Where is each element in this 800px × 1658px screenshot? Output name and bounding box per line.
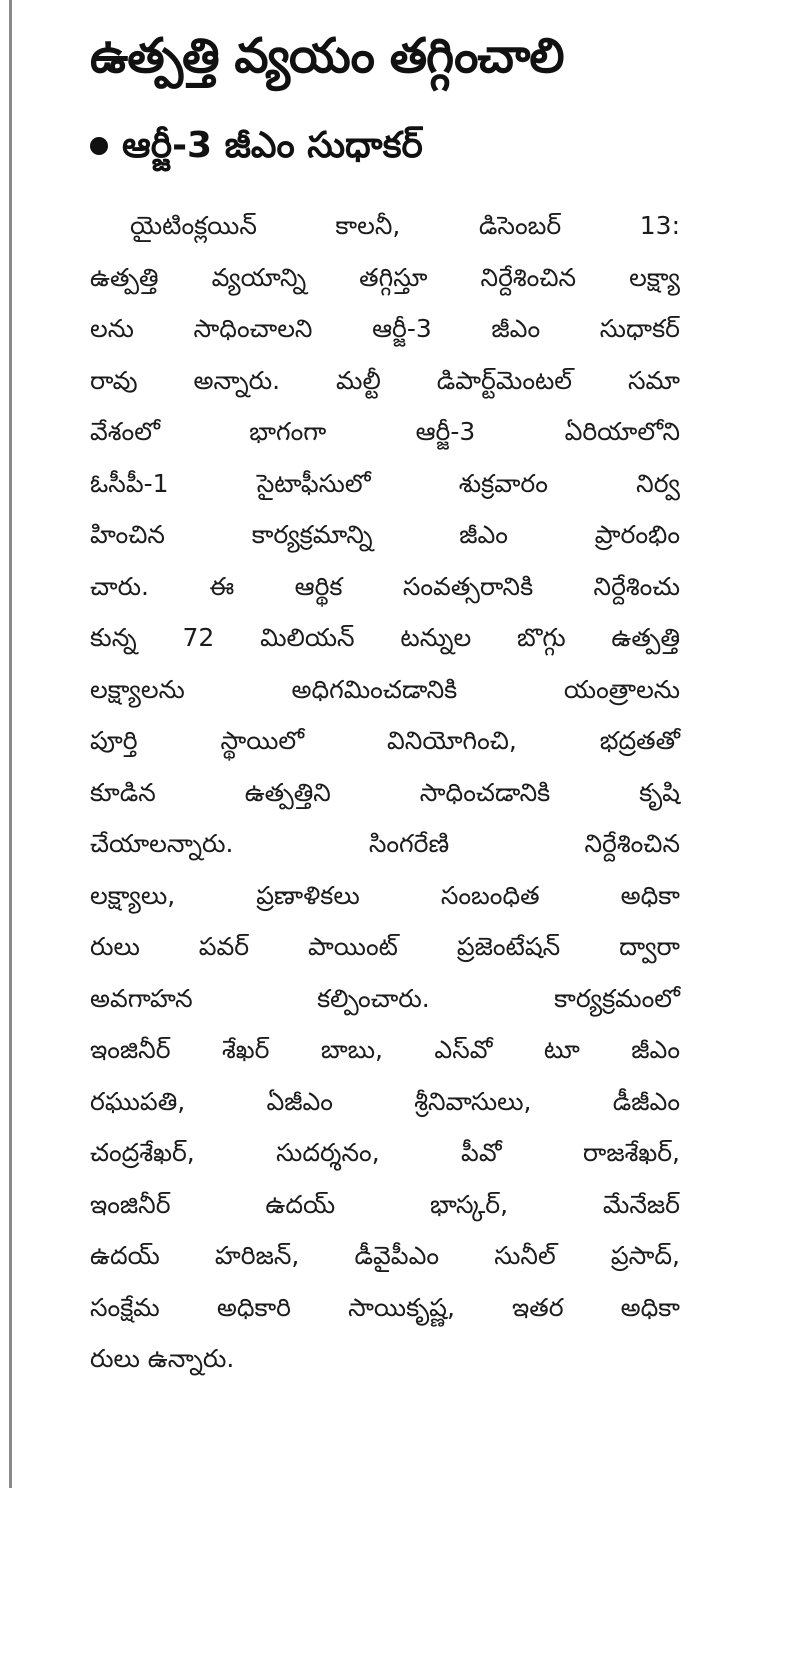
article-line: చారు. ఈ ఆర్థిక సంవత్సరానికి నిర్దేశించు	[90, 571, 680, 601]
article-subheading	[90, 120, 680, 172]
article-line: లక్ష్యాలు, ప్రణాళికలు సంబంధిత అధికా	[90, 880, 680, 910]
article-line: పూర్తి స్థాయిలో వినియోగించి, భద్రతతో	[90, 726, 680, 755]
article-line: సంక్షేమ అధికారి సాయికృష్ణ, ఇతర అధికా	[90, 1292, 680, 1322]
news-article	[90, 20, 680, 1385]
article-line: కున్న 72 మిలియన్ టన్నుల బొగ్గు ఉత్పత్తి	[90, 623, 680, 652]
article-line: చేయాలన్నారు. సింగరేణి నిర్దేశించిన	[90, 829, 680, 858]
article-line: రావు అన్నారు. మల్టీ డిపార్ట్‌మెంటల్ సమా	[90, 365, 680, 395]
article-line: కూడిన ఉత్పత్తిని సాధించడానికి కృషి	[90, 777, 680, 807]
article-line: చంద్రశేఖర్, సుదర్శనం, పీవో రాజశేఖర్,	[90, 1138, 680, 1167]
article-line: రఘుపతి, ఏజీఎం శ్రీనివాసులు, డీజీఎం	[90, 1086, 680, 1116]
article-body	[90, 200, 680, 1385]
article-line: హించిన కార్యక్రమాన్ని జీఎం ప్రారంభిం	[90, 520, 680, 549]
article-line: ఇంజినీర్ ఉదయ్ భాస్కర్, మేనేజర్	[90, 1189, 680, 1219]
article-headline: ఉత్పత్తి వ్యయం తగ్గించాలి	[90, 28, 564, 84]
article-line: ఉదయ్ హరిజన్, డీవైపీఎం సునీల్ ప్రసాద్,	[90, 1241, 680, 1270]
subheading-text: ఆర్జీ-3 జీఎం సుధాకర్	[122, 125, 423, 166]
article-line: లను సాధించాలని ఆర్జీ-3 జీఎం సుధాకర్	[90, 314, 680, 343]
article-line: రులు పవర్ పాయింట్ ప్రజెంటేషన్ ద్వారా	[90, 932, 680, 961]
column-divider-rule	[9, 0, 12, 1488]
article-line: రులు ఉన్నారు.	[90, 1344, 235, 1373]
article-line: లక్ష్యాలను అధిగమించడానికి యంత్రాలను	[90, 674, 680, 704]
article-line: ఓసీపీ-1 సైటాఫీసులో శుక్రవారం నిర్వ	[90, 468, 680, 498]
bullet-icon	[90, 137, 108, 155]
article-line: అవగాహన కల్పించారు. కార్యక్రమంలో	[90, 983, 680, 1013]
article-line: వేశంలో భాగంగా ఆర్జీ-3 ఏరియాలోని	[90, 417, 680, 446]
article-line: యైటింక్లయిన్ కాలనీ, డిసెంబర్ 13:	[130, 211, 680, 240]
article-line: ఇంజినీర్ శేఖర్ బాబు, ఎస్‌వో టూ జీఎం	[90, 1035, 680, 1064]
article-line: ఉత్పత్తి వ్యయాన్ని తగ్గిస్తూ నిర్దేశించిన లక్ష్యా	[90, 262, 680, 292]
